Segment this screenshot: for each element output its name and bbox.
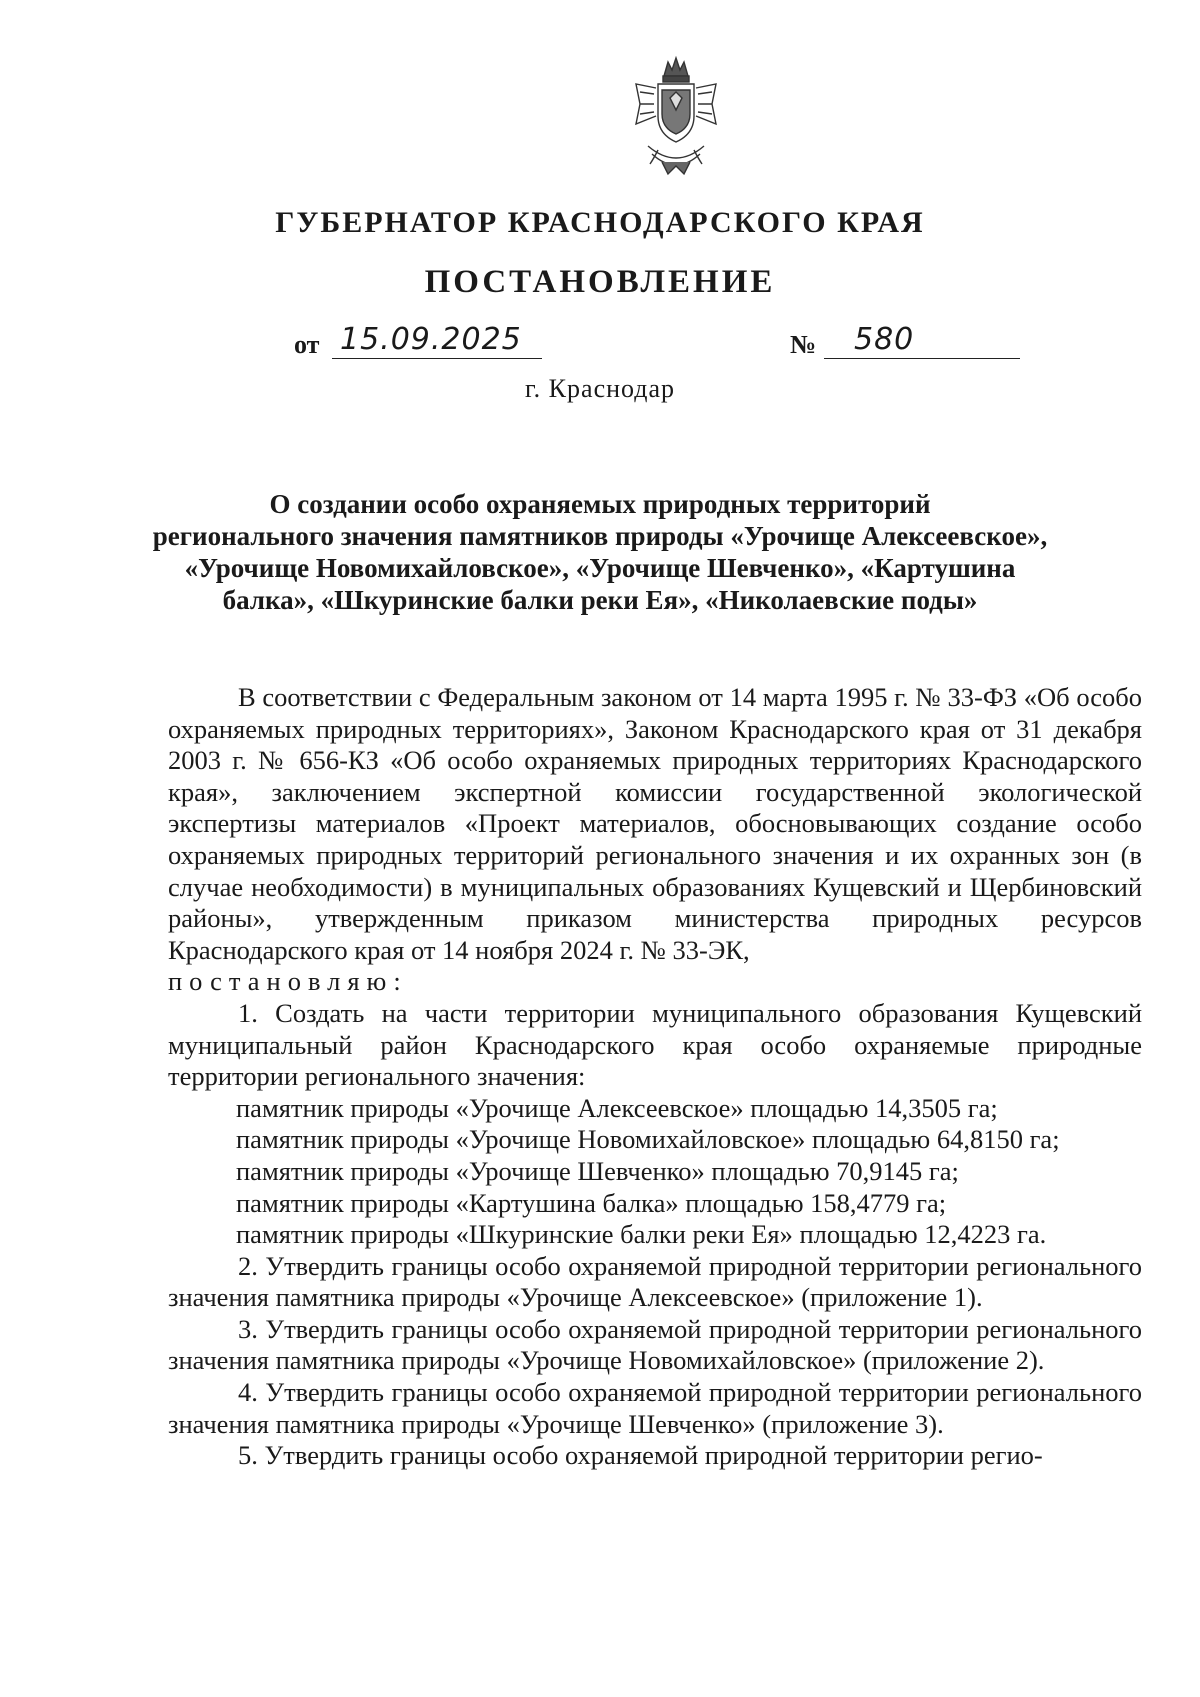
resolve-word: постановляю: [168, 966, 408, 997]
document-type-heading: ПОСТАНОВЛЕНИЕ [424, 264, 776, 300]
list-item: памятник природы «Картушина балка» площадью 158,4779 га; [236, 1187, 947, 1218]
city-line: г. Краснодар [524, 374, 676, 403]
title-line: О создании особо охраняемых природных территорий [269, 489, 931, 519]
paragraph-4: 4. Утвердить границы особо охраняемой природной территории регионального значения памятника природы «Урочище Шевченко» (приложение 3). [168, 1377, 1142, 1439]
title-line: регионального значения памятников природы «Урочище Алексеевское», [152, 521, 1048, 551]
title-line: балка», «Шкуринские балки реки Ея», «Николаевские поды» [222, 585, 978, 615]
handwritten-date: 15.09.2025 [340, 322, 522, 357]
organization-heading: ГУБЕРНАТОР КРАСНОДАРСКОГО КРАЯ [275, 206, 925, 239]
paragraph-1: 1. Создать на части территории муниципального образования Кущевский муниципальный район Краснодарского края особо охраняемые природные территории регионального значения: [168, 997, 1142, 1092]
date-field [332, 322, 542, 359]
paragraph-2: 2. Утвердить границы особо охраняемой природной территории регионального значения памятника природы «Урочище Алексеевское» (приложение 1). [168, 1250, 1142, 1313]
preamble-paragraph [168, 682, 1142, 998]
list-item: памятник природы «Шкуринские балки реки Ея» площадью 12,4223 га. [236, 1219, 1047, 1250]
handwritten-number: 580 [854, 322, 915, 357]
list-item: памятник природы «Урочище Шевченко» площадью 70,9145 га; [236, 1155, 959, 1186]
document-title [150, 488, 1050, 616]
document-body [168, 682, 1142, 1472]
coat-of-arms-emblem [628, 54, 724, 186]
paragraph-3: 3. Утвердить границы особо охраняемой природной территории регионального значения памятника природы «Урочище Новомихайловское» (приложение 2). [168, 1313, 1142, 1376]
paragraph-5: 5. Утвердить границы особо охраняемой природной территории регио- [238, 1440, 1043, 1471]
number-prefix: № [790, 330, 817, 359]
date-prefix: от [294, 330, 320, 359]
list-item: памятник природы «Урочище Новомихайловское» площадью 64,8150 га; [236, 1124, 1060, 1155]
preamble-text: В соответствии с Федеральным законом от 14 марта 1995 г. № 33-ФЗ «Об особо охраняемых природных территориях», Законом Краснодарского края от 31 декабря 2003 г. № 656-КЗ «Об особо охраняемых природных территориях Краснодарского края», заключением экспертной комиссии государственной экологической экспертизы материалов «Проект материалов, обосновывающих создание особо охраняемых природных территорий регионального значения и их охранных зон (в случае необходимости) в муниципальных образованиях Кущевский и Щербиновский районы», утвержденным приказом министерства природных ресурсов Краснодарского края от 14 ноября 2024 г. № 33-ЭК, [168, 682, 1142, 965]
list-item: памятник природы «Урочище Алексеевское» площадью 14,3505 га; [236, 1092, 998, 1123]
number-field [824, 322, 1020, 359]
title-line: «Урочище Новомихайловское», «Урочище Шевченко», «Картушина [184, 553, 1016, 583]
